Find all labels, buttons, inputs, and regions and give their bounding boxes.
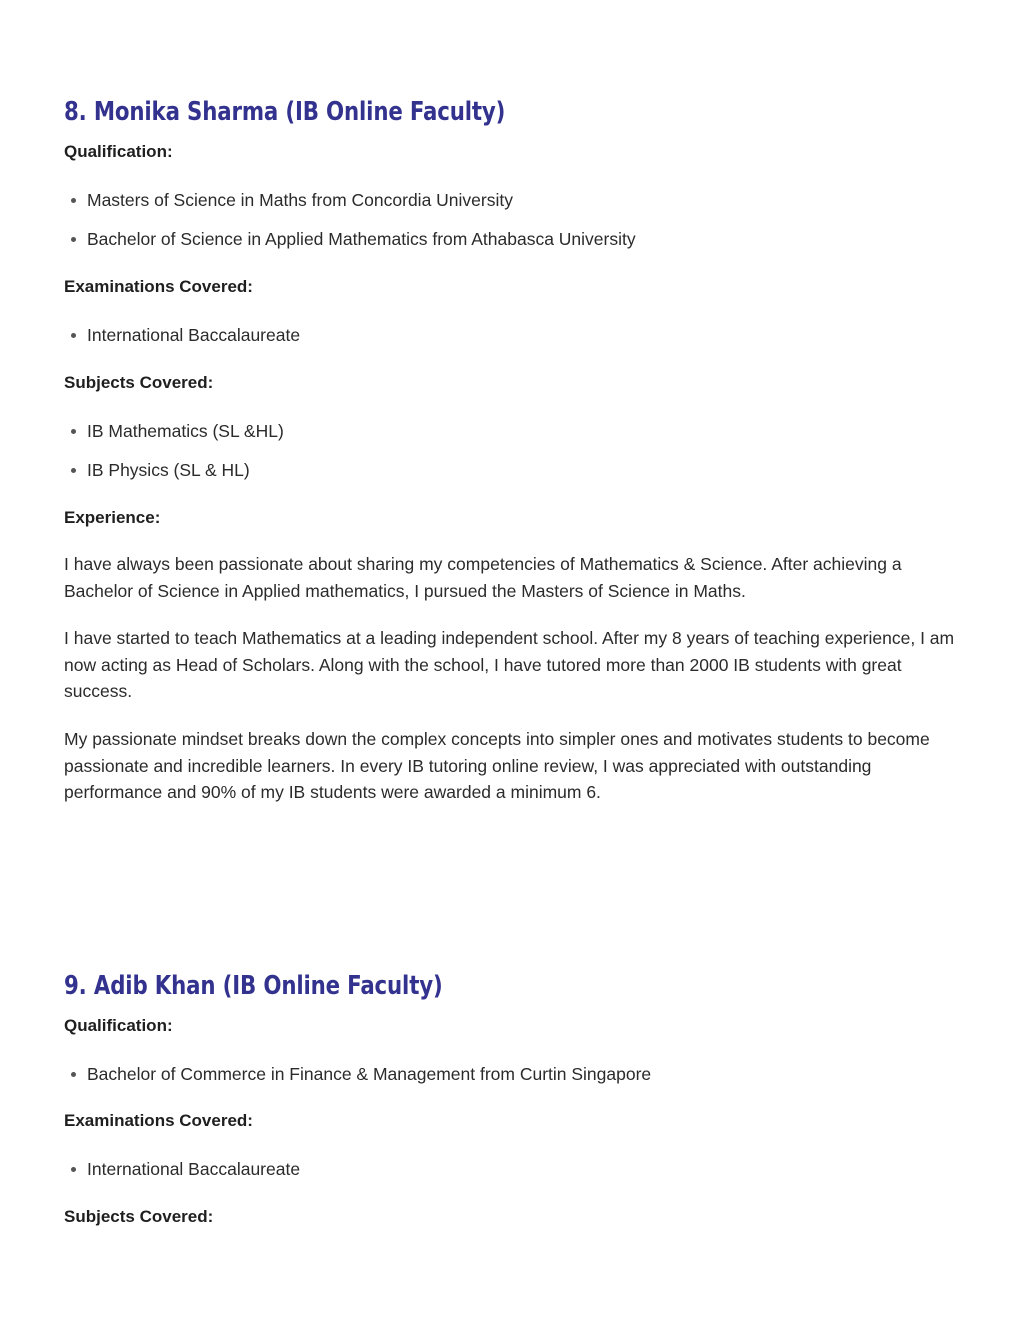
faculty-profile-adib-khan (64, 971, 964, 1226)
faculty-title: 8. Monika Sharma (IB Online Faculty) (64, 97, 506, 127)
subjects-list (64, 420, 284, 481)
bullet-icon (71, 198, 76, 203)
subjects-heading: Subjects Covered: (64, 1207, 214, 1226)
experience-paragraph: I have started to teach Mathematics at a leading independent school. After my 8 years of teaching experience, I am now acting as Head of Scholars. Along with the school, I have tutored more than 2000 IB students with great success. (64, 628, 955, 701)
bullet-icon (71, 429, 76, 434)
experience-heading: Experience: (64, 508, 161, 527)
qualification-list (64, 1063, 651, 1085)
list-item: IB Mathematics (SL &HL) (64, 420, 284, 442)
bullet-icon (71, 468, 76, 473)
list-item: International Baccalaureate (64, 324, 300, 346)
bullet-icon (71, 237, 76, 242)
subjects-heading: Subjects Covered: (64, 373, 214, 392)
experience-paragraph: I have always been passionate about sharing my competencies of Mathematics & Science. After achieving a Bachelor of Science in Applied mathematics, I pursued the Masters of Science in Maths. (64, 554, 902, 601)
qualification-heading: Qualification: (64, 142, 173, 161)
list-item: International Baccalaureate (64, 1158, 300, 1180)
qualification-list (64, 189, 636, 250)
qualification-heading: Qualification: (64, 1016, 173, 1035)
list-item: Bachelor of Science in Applied Mathematics from Athabasca University (64, 228, 636, 250)
examinations-heading: Examinations Covered: (64, 1111, 253, 1130)
examinations-list (64, 1158, 300, 1180)
list-item: Masters of Science in Maths from Concordia University (64, 189, 636, 211)
examinations-list (64, 324, 300, 346)
list-item: IB Physics (SL & HL) (64, 459, 284, 481)
bullet-icon (71, 333, 76, 338)
faculty-profile-monika-sharma (64, 97, 964, 802)
bullet-icon (71, 1167, 76, 1172)
bullet-icon (71, 1072, 76, 1077)
examinations-heading: Examinations Covered: (64, 277, 253, 296)
list-item: Bachelor of Commerce in Finance & Management from Curtin Singapore (64, 1063, 651, 1085)
faculty-title: 9. Adib Khan (IB Online Faculty) (64, 971, 443, 1001)
experience-paragraph: My passionate mindset breaks down the complex concepts into simpler ones and motivates students to become passionate and incredible learners. In every IB tutoring online review, I was appreciated with outstanding performance and 90% of my IB students were awarded a minimum 6. (64, 729, 930, 802)
